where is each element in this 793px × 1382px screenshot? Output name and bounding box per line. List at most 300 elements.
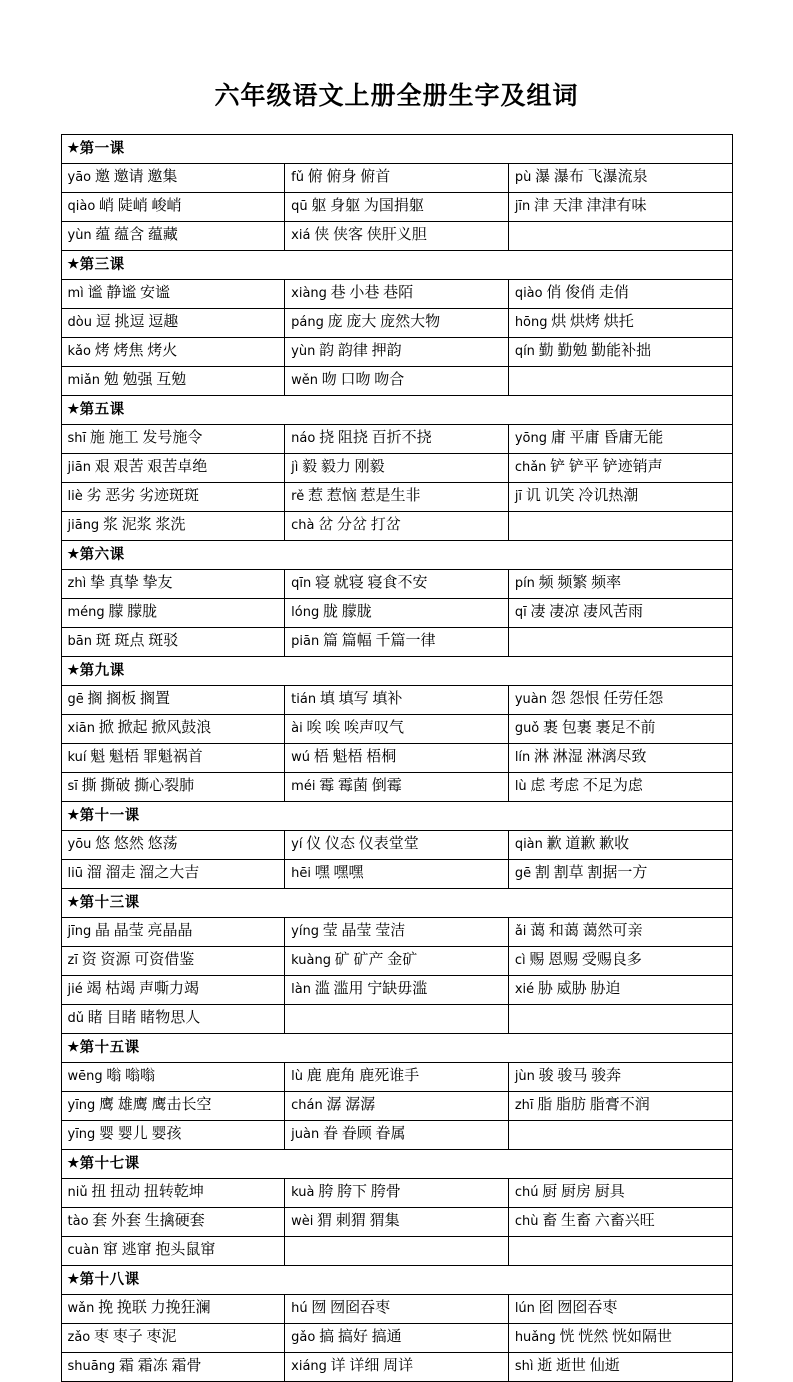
lesson-heading-row	[61, 802, 732, 831]
pinyin-text: jīn	[514, 199, 531, 214]
table-row	[61, 454, 732, 483]
character-words-text: 掀 掀起 掀风鼓浪	[95, 720, 212, 736]
table-row	[61, 1092, 732, 1121]
pinyin-text: páng	[291, 315, 324, 330]
lesson-heading: ★第三课	[61, 251, 732, 280]
pinyin-text: yōu	[67, 837, 92, 852]
word-entry-cell	[508, 193, 732, 222]
word-entry-cell	[285, 193, 509, 222]
character-words-text: 详 详细 周详	[326, 1358, 414, 1374]
star-icon: ★	[67, 1039, 80, 1054]
lesson-heading: ★第十七课	[61, 1150, 732, 1179]
pinyin-text: pù	[514, 170, 532, 185]
pinyin-text: qīn	[291, 576, 312, 591]
character-words-text: 勉 勉强 互勉	[99, 372, 187, 388]
pinyin-text: jié	[67, 982, 83, 997]
word-entry-cell	[285, 1063, 509, 1092]
character-words-text: 莹 晶莹 莹洁	[318, 923, 406, 939]
word-entry-cell	[61, 1208, 285, 1237]
pinyin-text: bān	[67, 634, 92, 649]
character-words-text: 嗡 嗡嗡	[102, 1068, 156, 1084]
pinyin-text: jīng	[67, 924, 92, 939]
word-entry-cell	[61, 1063, 285, 1092]
character-words-text: 枣 枣子 枣泥	[90, 1329, 177, 1345]
pinyin-text: jùn	[514, 1069, 535, 1084]
word-entry-cell	[61, 686, 285, 715]
word-entry-cell	[508, 599, 732, 628]
lesson-heading-row	[61, 657, 732, 686]
character-words-text: 挚 真挚 挚友	[86, 575, 173, 591]
table-row	[61, 947, 732, 976]
character-words-text: 瀑 瀑布 飞瀑流泉	[531, 169, 648, 185]
table-row	[61, 1295, 732, 1324]
character-words-text: 庸 平庸 昏庸无能	[546, 430, 664, 446]
lesson-heading-row	[61, 1034, 732, 1063]
word-entry-cell	[285, 164, 509, 193]
pinyin-text: yùn	[67, 228, 92, 243]
pinyin-text: liū	[67, 866, 83, 881]
star-icon: ★	[67, 401, 80, 416]
word-entry-cell	[61, 599, 285, 628]
word-entry-cell	[508, 976, 732, 1005]
word-entry-cell	[508, 1179, 732, 1208]
table-row	[61, 309, 732, 338]
pinyin-text: yīng	[67, 1127, 96, 1142]
pinyin-text: yíng	[291, 924, 319, 939]
pinyin-text: cì	[514, 953, 526, 968]
character-words-text: 津 天津 津津有味	[530, 198, 647, 214]
character-words-text: 讥 讥笑 冷讥热潮	[522, 488, 639, 504]
character-words-text: 资 资源 可资借鉴	[77, 952, 195, 968]
pinyin-text: qiàn	[514, 837, 543, 852]
pinyin-text: yīng	[67, 1098, 96, 1113]
pinyin-text: chà	[291, 518, 315, 533]
word-entry-cell	[508, 1005, 732, 1034]
pinyin-text: shì	[514, 1359, 534, 1374]
word-entry-cell	[508, 309, 732, 338]
pinyin-text: hú	[291, 1301, 308, 1316]
word-entry-cell	[508, 425, 732, 454]
word-entry-cell	[508, 918, 732, 947]
word-entry-cell	[508, 1121, 732, 1150]
lesson-heading: ★第五课	[61, 396, 732, 425]
pinyin-text: pín	[514, 576, 535, 591]
word-entry-cell	[61, 744, 285, 773]
word-entry-cell	[285, 1092, 509, 1121]
pinyin-text: niǔ	[67, 1185, 88, 1200]
character-words-text: 畜 生畜 六畜兴旺	[538, 1213, 655, 1229]
word-entry-cell	[285, 483, 509, 512]
character-words-text: 挽 挽联 力挽狂澜	[94, 1300, 211, 1316]
character-words-text: 囵 囫囵吞枣	[534, 1300, 618, 1316]
pinyin-text: kuàng	[291, 953, 331, 968]
word-entry-cell	[61, 483, 285, 512]
table-row	[61, 1005, 732, 1034]
table-row	[61, 976, 732, 1005]
word-entry-cell	[285, 425, 509, 454]
character-words-text: 撕 撕破 撕心裂肺	[77, 778, 195, 794]
character-words-text: 邀 邀请 邀集	[91, 169, 178, 185]
word-entry-cell	[285, 1179, 509, 1208]
character-words-text: 矿 矿产 金矿	[330, 952, 418, 968]
word-entry-cell	[508, 570, 732, 599]
character-words-text: 歉 道歉 歉收	[542, 836, 630, 852]
character-words-text: 施 施工 发号施令	[86, 430, 203, 446]
character-words-text: 烤 烤焦 烤火	[90, 343, 178, 359]
word-entry-cell	[61, 715, 285, 744]
pinyin-text: lín	[514, 750, 531, 765]
character-words-text: 侠 侠客 侠肝义胆	[310, 227, 427, 243]
character-words-text: 窜 逃窜 抱头鼠窜	[99, 1242, 216, 1258]
word-entry-cell	[508, 1324, 732, 1353]
character-words-text: 逝 逝世 仙逝	[533, 1358, 620, 1374]
table-row	[61, 686, 732, 715]
word-entry-cell	[508, 1092, 732, 1121]
word-entry-cell	[285, 976, 509, 1005]
character-words-text: 霜 霜冻 霜骨	[115, 1358, 202, 1374]
character-words-text: 朦 朦胧	[104, 604, 158, 620]
word-entry-cell	[508, 338, 732, 367]
character-words-text: 溜 溜走 溜之大吉	[82, 865, 200, 881]
character-words-text: 鹰 雄鹰 鹰击长空	[95, 1097, 212, 1113]
table-row	[61, 193, 732, 222]
pinyin-text: qiào	[67, 199, 96, 214]
pinyin-text: zǎo	[67, 1330, 91, 1345]
pinyin-text: jiān	[67, 460, 91, 475]
character-words-text: 惹 惹恼 惹是生非	[304, 488, 421, 504]
character-words-text: 魁 魁梧 罪魁祸首	[86, 749, 203, 765]
character-words-text: 斑 斑点 斑驳	[91, 633, 179, 649]
word-entry-cell	[285, 715, 509, 744]
pinyin-text: lù	[514, 779, 527, 794]
pinyin-text: qín	[514, 344, 535, 359]
pinyin-text: juàn	[291, 1127, 320, 1142]
character-words-text: 躯 身躯 为国捐躯	[307, 198, 424, 214]
table-row	[61, 628, 732, 657]
word-entry-cell	[508, 1237, 732, 1266]
pinyin-text: sī	[67, 779, 78, 794]
star-icon: ★	[67, 256, 80, 271]
word-entry-cell	[61, 947, 285, 976]
character-words-text: 勤 勤勉 勤能补拙	[534, 343, 652, 359]
word-entry-cell	[285, 280, 509, 309]
star-icon: ★	[67, 1155, 80, 1170]
character-words-text: 囫 囫囵吞枣	[307, 1300, 391, 1316]
character-words-text: 晶 晶莹 亮晶晶	[91, 923, 193, 939]
lesson-heading: ★第九课	[61, 657, 732, 686]
table-row	[61, 338, 732, 367]
pinyin-text: rě	[291, 489, 305, 504]
pinyin-text: qī	[514, 605, 527, 620]
character-words-text: 吻 口吻 吻合	[318, 372, 405, 388]
character-words-text: 嘿 嘿嘿	[311, 865, 364, 881]
pinyin-text: piān	[291, 634, 320, 649]
word-entry-cell	[61, 1005, 285, 1034]
pinyin-text: wēng	[67, 1069, 103, 1084]
lesson-heading-row	[61, 889, 732, 918]
character-words-text: 悠 悠然 悠荡	[91, 836, 178, 852]
character-words-text: 胯 胯下 胯骨	[314, 1184, 401, 1200]
character-words-text: 浆 泥浆 浆洗	[99, 517, 186, 533]
lesson-heading: ★第十八课	[61, 1266, 732, 1295]
word-entry-cell	[61, 512, 285, 541]
table-row	[61, 1121, 732, 1150]
pinyin-text: yuàn	[514, 692, 547, 707]
character-words-text: 眷 眷顾 眷属	[319, 1126, 406, 1142]
lesson-heading: ★第一课	[61, 135, 732, 164]
pinyin-text: xiáng	[291, 1359, 327, 1374]
word-entry-cell	[508, 686, 732, 715]
character-words-text: 巷 小巷 巷陌	[326, 285, 414, 301]
word-entry-cell	[61, 222, 285, 251]
table-row	[61, 1208, 732, 1237]
pinyin-text: kǎo	[67, 344, 91, 359]
pinyin-text: liè	[67, 489, 83, 504]
pinyin-text: gǎo	[291, 1330, 316, 1345]
pinyin-text: xiān	[67, 721, 96, 736]
pinyin-text: xiàng	[291, 286, 327, 301]
word-entry-cell	[61, 280, 285, 309]
word-entry-cell	[61, 338, 285, 367]
star-icon: ★	[67, 807, 80, 822]
table-row	[61, 367, 732, 396]
page-title: 六年级语文上册全册生字及组词	[214, 83, 579, 110]
character-words-text: 庞 庞大 庞然大物	[323, 314, 441, 330]
word-entry-cell	[285, 686, 509, 715]
table-row	[61, 773, 732, 802]
pinyin-text: xié	[514, 982, 535, 997]
pinyin-text: méng	[67, 605, 105, 620]
character-words-text: 婴 婴儿 婴孩	[95, 1126, 182, 1142]
pinyin-text: méi	[291, 779, 316, 794]
character-words-text: 俏 俊俏 走俏	[542, 285, 629, 301]
character-words-text: 凄 凄凉 凄风苦雨	[526, 604, 643, 620]
word-entry-cell	[61, 1179, 285, 1208]
word-entry-cell	[285, 1353, 509, 1382]
pinyin-text: lù	[291, 1069, 304, 1084]
star-icon: ★	[67, 662, 80, 677]
pinyin-text: jī	[514, 489, 523, 504]
pinyin-text: wú	[291, 750, 311, 765]
pinyin-text: yāo	[67, 170, 92, 185]
word-entry-cell	[285, 831, 509, 860]
table-row	[61, 715, 732, 744]
table-row	[61, 512, 732, 541]
vocabulary-table	[61, 134, 733, 1382]
lesson-heading-row	[61, 396, 732, 425]
pinyin-text: chán	[291, 1098, 323, 1113]
character-words-text: 睹 目睹 睹物思人	[84, 1010, 201, 1026]
word-entry-cell	[285, 1237, 509, 1266]
character-words-text: 鹿 鹿角 鹿死谁手	[303, 1068, 420, 1084]
pinyin-text: qiào	[514, 286, 543, 301]
word-entry-cell	[61, 831, 285, 860]
table-row	[61, 280, 732, 309]
character-words-text: 恍 恍然 恍如隔世	[555, 1329, 673, 1345]
table-row	[61, 1179, 732, 1208]
pinyin-text: gē	[67, 692, 84, 707]
word-entry-cell	[285, 860, 509, 889]
lesson-heading-row	[61, 541, 732, 570]
word-entry-cell	[285, 918, 509, 947]
word-entry-cell	[61, 454, 285, 483]
word-entry-cell	[61, 773, 285, 802]
word-entry-cell	[285, 570, 509, 599]
word-entry-cell	[61, 1324, 285, 1353]
word-entry-cell	[61, 628, 285, 657]
character-words-text: 频 频繁 频率	[534, 575, 622, 591]
word-entry-cell	[508, 454, 732, 483]
pinyin-text: lóng	[291, 605, 320, 620]
pinyin-text: shī	[67, 431, 87, 446]
character-words-text: 赐 恩赐 受赐良多	[525, 952, 642, 968]
pinyin-text: làn	[291, 982, 311, 997]
word-entry-cell	[61, 918, 285, 947]
pinyin-text: dǔ	[67, 1011, 84, 1026]
character-words-text: 毅 毅力 刚毅	[298, 459, 385, 475]
character-words-text: 仪 仪态 仪表堂堂	[302, 836, 419, 852]
pinyin-text: kuí	[67, 750, 87, 765]
word-entry-cell	[61, 193, 285, 222]
word-entry-cell	[508, 280, 732, 309]
pinyin-text: zhī	[514, 1098, 534, 1113]
word-entry-cell	[508, 1295, 732, 1324]
character-words-text: 潺 潺潺	[322, 1097, 376, 1113]
table-row	[61, 831, 732, 860]
character-words-text: 胁 威胁 胁迫	[534, 981, 621, 997]
word-entry-cell	[508, 1063, 732, 1092]
character-words-text: 挠 阻挠 百折不挠	[315, 430, 432, 446]
pinyin-text: wǎn	[67, 1301, 95, 1316]
pinyin-text: dòu	[67, 315, 92, 330]
word-entry-cell	[508, 860, 732, 889]
pinyin-text: cuàn	[67, 1243, 100, 1258]
lesson-heading-row	[61, 1266, 732, 1295]
character-words-text: 逗 挑逗 逗趣	[91, 314, 179, 330]
table-row	[61, 918, 732, 947]
word-entry-cell	[508, 1208, 732, 1237]
lesson-heading: ★第十一课	[61, 802, 732, 831]
character-words-text: 梧 魁梧 梧桐	[310, 749, 397, 765]
pinyin-text: mì	[67, 286, 84, 301]
pinyin-text: fǔ	[291, 170, 304, 185]
pinyin-text: tào	[67, 1214, 89, 1229]
character-words-text: 岔 分岔 打岔	[314, 517, 401, 533]
word-entry-cell	[285, 222, 509, 251]
word-entry-cell	[61, 570, 285, 599]
table-row	[61, 222, 732, 251]
pinyin-text: tián	[291, 692, 317, 707]
character-words-text: 寝 就寝 寝食不安	[311, 575, 428, 591]
word-entry-cell	[285, 1324, 509, 1353]
pinyin-text: jiāng	[67, 518, 100, 533]
character-words-text: 艰 艰苦 艰苦卓绝	[90, 459, 208, 475]
character-words-text: 猬 刺猬 猬集	[313, 1213, 400, 1229]
character-words-text: 蔼 和蔼 蔼然可亲	[526, 923, 643, 939]
character-words-text: 裹 包裹 裹足不前	[539, 720, 656, 736]
table-row	[61, 164, 732, 193]
character-words-text: 填 填写 填补	[316, 691, 403, 707]
character-words-text: 谧 静谧 安谧	[83, 285, 171, 301]
character-words-text: 蕴 蕴含 蕴藏	[91, 227, 178, 243]
word-entry-cell	[508, 744, 732, 773]
character-words-text: 胧 朦胧	[319, 604, 372, 620]
pinyin-text: jì	[291, 460, 299, 475]
word-entry-cell	[61, 1121, 285, 1150]
word-entry-cell	[508, 222, 732, 251]
table-row	[61, 425, 732, 454]
character-words-text: 搞 搞好 搞通	[315, 1329, 402, 1345]
word-entry-cell	[285, 454, 509, 483]
word-entry-cell	[508, 947, 732, 976]
pinyin-text: chù	[514, 1214, 539, 1229]
character-words-text: 劣 恶劣 劣迹斑斑	[82, 488, 199, 504]
lesson-heading: ★第六课	[61, 541, 732, 570]
word-entry-cell	[285, 338, 509, 367]
word-entry-cell	[508, 831, 732, 860]
character-words-text: 韵 韵律 押韵	[315, 343, 402, 359]
character-words-text: 霉 霉菌 倒霉	[315, 778, 402, 794]
word-entry-cell	[285, 309, 509, 338]
pinyin-text: huǎng	[514, 1330, 556, 1345]
lesson-heading-row	[61, 251, 732, 280]
character-words-text: 骏 骏马 骏奔	[534, 1068, 622, 1084]
word-entry-cell	[508, 367, 732, 396]
character-words-text: 扭 扭动 扭转乾坤	[87, 1184, 204, 1200]
table-row	[61, 483, 732, 512]
pinyin-text: zī	[67, 953, 78, 968]
word-entry-cell	[285, 744, 509, 773]
word-entry-cell	[285, 1295, 509, 1324]
pinyin-text: guǒ	[514, 721, 540, 736]
word-entry-cell	[61, 1092, 285, 1121]
character-words-text: 烘 烘烤 烘托	[547, 314, 634, 330]
word-entry-cell	[285, 367, 509, 396]
character-words-text: 搁 搁板 搁置	[83, 691, 171, 707]
star-icon: ★	[67, 546, 80, 561]
table-row	[61, 599, 732, 628]
character-words-text: 割 割草 割据一方	[531, 865, 648, 881]
character-words-text: 虑 考虑 不足为虑	[526, 778, 643, 794]
table-row	[61, 1353, 732, 1382]
character-words-text: 脂 脂肪 脂膏不润	[533, 1097, 650, 1113]
word-entry-cell	[61, 164, 285, 193]
pinyin-text: wěn	[291, 373, 319, 388]
word-entry-cell	[285, 599, 509, 628]
word-entry-cell	[61, 309, 285, 338]
table-row	[61, 1324, 732, 1353]
pinyin-text: qū	[291, 199, 308, 214]
lesson-heading-row	[61, 1150, 732, 1179]
pinyin-text: náo	[291, 431, 316, 446]
pinyin-text: miǎn	[67, 373, 100, 388]
pinyin-text: zhì	[67, 576, 87, 591]
word-entry-cell	[285, 947, 509, 976]
character-words-text: 套 外套 生擒硬套	[88, 1213, 205, 1229]
word-entry-cell	[61, 1353, 285, 1382]
character-words-text: 淋 淋湿 淋漓尽致	[530, 749, 647, 765]
pinyin-text: yùn	[291, 344, 316, 359]
character-words-text: 唉 唉 唉声叹气	[302, 720, 404, 736]
word-entry-cell	[285, 1005, 509, 1034]
word-entry-cell	[508, 512, 732, 541]
word-entry-cell	[508, 773, 732, 802]
lesson-heading: ★第十三课	[61, 889, 732, 918]
pinyin-text: chǎn	[514, 460, 547, 475]
character-words-text: 厨 厨房 厨具	[538, 1184, 625, 1200]
pinyin-text: wèi	[291, 1214, 314, 1229]
word-entry-cell	[61, 860, 285, 889]
